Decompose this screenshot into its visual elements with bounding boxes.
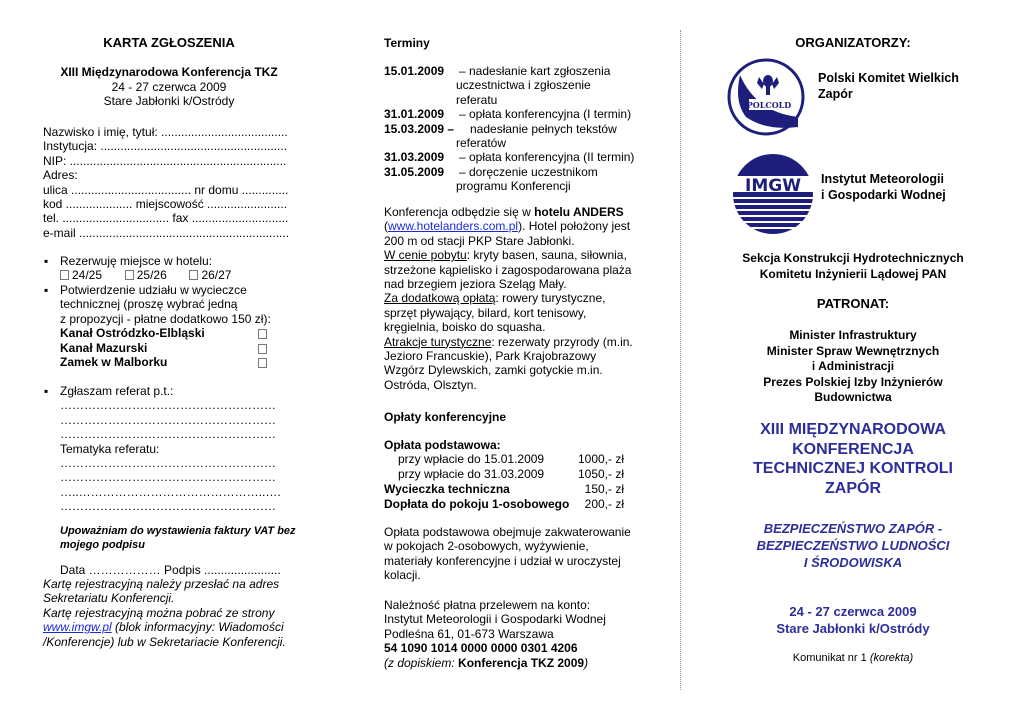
registration-form-column [40, 0, 298, 724]
fees-heading: Opłaty konferencyjne [384, 410, 507, 424]
organizer-1 [818, 70, 959, 102]
paper-declare-label: Zgłaszam referat p.t.: [60, 384, 174, 398]
topic-line-1[interactable]: ……………………………………………… [60, 456, 276, 471]
fee-value: 1000,- zł [577, 452, 624, 467]
conference-title-line: XIII MIĘDZYNARODOWA [760, 421, 946, 438]
polcold-logo [726, 57, 806, 137]
trip-confirmation [40, 283, 298, 369]
organizers-column [718, 0, 988, 724]
term-text: uczestnictwa i zgłoszenie [456, 78, 591, 93]
conference-dates-big: 24 - 27 czerwca 2009 [789, 604, 917, 619]
payment-line: Instytut Meteorologii i Gospodarki Wodnej [384, 612, 606, 627]
fees-table [384, 438, 646, 512]
send-note-line: Kartę rejestracyjną należy przesłać na adres [43, 577, 280, 591]
attractions-text: Wzgórz Dylewskich, zamki gotyckie m.in. [384, 363, 603, 378]
term-date: 15.03.2009 – [384, 121, 455, 136]
payment-note: (z dopiskiem: [384, 655, 459, 670]
form-fields [43, 125, 298, 240]
trip-confirm-line-2: technicznej (proszę wybrać jedną [60, 297, 238, 312]
venue-text: ). Hotel położony jest [518, 219, 631, 234]
hotel-reservation [40, 254, 298, 283]
topic-line-2[interactable]: ……………………………………………… [60, 470, 276, 485]
payment-note: ) [584, 655, 589, 670]
payment-line: Podleśna 61, 01-673 Warszawa [384, 626, 554, 641]
paper-title-line-3[interactable]: ……………………………………………… [60, 427, 276, 442]
term-text: – opłata konferencyjna (II termin) [459, 150, 635, 165]
paper-title-line-1[interactable]: ……………………………………………… [60, 398, 276, 413]
hotel-link[interactable]: www.hotelanders.com.pl [388, 219, 519, 234]
organizer-name-line: Zapór [818, 87, 853, 101]
fee-row [384, 482, 646, 497]
invoice-note-line: mojego podpisu [60, 539, 145, 551]
trip-confirm-line-1: Potwierdzenie udziału w wycieczce [60, 283, 247, 297]
checkbox-icon[interactable] [60, 270, 69, 280]
hotel-date-2: 25/26 [136, 268, 167, 283]
invoice-note [60, 524, 300, 552]
organizer-name-line: Polski Komitet Wielkich [818, 71, 959, 85]
term-text: referatu [456, 92, 498, 107]
communique-label: Komunikat nr 1 [792, 652, 870, 664]
trip-option-label: Zamek w Malborku [60, 355, 168, 370]
bullet-icon: ▪ [44, 384, 49, 398]
conference-title-line: KONFERENCJA [792, 440, 914, 458]
term-text: nadesłanie pełnych tekstów [470, 121, 617, 136]
terms-heading: Terminy [384, 36, 430, 50]
term-text: – opłata konferencyjna (I termin) [459, 107, 632, 122]
term-row [384, 150, 646, 164]
trip-option-label: Kanał Mazurski [60, 340, 148, 355]
checkbox-icon[interactable] [258, 344, 267, 354]
polcold-emblem-icon [726, 57, 806, 137]
conference-title-line: TECHNICZNEJ KONTROLI [753, 460, 953, 477]
extra-text: kręgielnia, boisko do squasha. [384, 320, 546, 335]
form-field-email[interactable]: e-mail ............................................................... [43, 225, 290, 240]
date-signature-field[interactable]: Data ……………… Podpis ....................... [60, 563, 281, 577]
fee-value: 150,- zł [584, 482, 624, 497]
checkbox-icon[interactable] [125, 270, 134, 280]
term-date: 31.05.2009 [384, 164, 445, 179]
topics-label: Tematyka referatu: [60, 441, 160, 456]
term-text: – doręczenie uczestnikom [459, 164, 598, 179]
term-row [384, 122, 646, 136]
attractions-label: Atrakcje turystyczne [384, 334, 492, 349]
attractions-text: Jezioro Francuskie), Park Krajobrazowy [384, 349, 597, 364]
price-text: nad brzegiem jeziora Szeląg Mały. [384, 277, 567, 292]
hotel-date-options [40, 268, 298, 282]
form-field-nip[interactable]: NIP: ................................................................. [43, 153, 287, 168]
price-label: W cenie pobytu [384, 248, 467, 263]
topic-line-3[interactable]: …..………………………………………..…. [60, 484, 281, 499]
fee-note-line: materiały konferencyjne i udział w uroczystej [384, 553, 621, 568]
download-note-rest: (blok informacyjny: Wiadomości [111, 620, 284, 635]
trip-confirm-line-3: z propozycji - płatne dodatkowo 150 zł): [60, 311, 271, 326]
fee-note-line: Opłata podstawowa obejmuje zakwaterowanie [384, 525, 631, 539]
send-note-line: Sekretariatu Konferencji. [43, 591, 175, 606]
conference-title-line: ZAPÓR [825, 479, 881, 497]
organizer-2 [821, 171, 946, 203]
fee-row [384, 467, 646, 482]
term-row [384, 78, 646, 92]
fee-label: Wycieczka techniczna [384, 482, 510, 497]
send-instructions [43, 577, 301, 649]
form-field-address-label: Adres: [43, 168, 78, 183]
topic-line-4[interactable]: ……………………………………………… [60, 499, 276, 514]
motto-line: I ŚRODOWISKA [803, 555, 903, 570]
bullet-icon: ▪ [44, 254, 49, 268]
trip-option-3 [40, 355, 298, 369]
imgw-logo [728, 150, 816, 240]
organizers-heading: ORGANIZATORZY: [795, 35, 911, 50]
patron-line: Minister Infrastruktury [789, 328, 917, 342]
payment-line: Należność płatna przelewem na konto: [384, 598, 591, 612]
term-row [384, 179, 646, 193]
fold-divider [680, 30, 681, 690]
venue-hotel: hotelu ANDERS [534, 205, 624, 219]
attractions-text: : rezerwaty przyrody (m.in. [491, 334, 633, 349]
venue-text: Konferencja odbędzie się w [384, 205, 535, 219]
correction-label: (korekta) [869, 652, 914, 664]
term-date: 31.03.2009 [384, 150, 445, 165]
bank-account: 54 1090 1014 0000 0000 0301 4206 [384, 641, 578, 656]
fee-label: przy wpłacie do 31.03.2009 [398, 467, 545, 482]
paper-title-line-2[interactable]: ……………………………………………… [60, 412, 276, 427]
organizer-name-line: i Gospodarki Wodnej [821, 188, 946, 202]
polcold-text: POLCOLD [746, 100, 792, 110]
fee-note-line: kolacji. [384, 568, 421, 583]
term-row [384, 64, 646, 78]
patronage-heading: PATRONAT: [816, 296, 890, 311]
fee-value: 200,- zł [584, 497, 624, 512]
fee-label: Dopłata do pokoju 1-osobowego [384, 497, 570, 512]
section-line: Sekcja Konstrukcji Hydrotechnicznych [742, 251, 964, 265]
term-text: referatów [456, 136, 507, 151]
trip-option-1 [40, 326, 298, 340]
motto-line: BEZPIECZEŃSTWO ZAPÓR - [763, 521, 943, 536]
form-field-name[interactable]: Nazwisko i imię, tytuł: ...................................... [43, 125, 288, 139]
term-row [384, 136, 646, 150]
invoice-note-line: Upoważniam do wystawienia faktury VAT bez [60, 525, 296, 537]
extra-text: sprzęt pływający, bilard, kort tenisowy, [384, 305, 587, 320]
venue-info: Konferencja odbędzie się w hotelu ANDERS (www.hotelanders.com.pl). Hotel położony jest 200 m od stacji PKP Stare Jabłonki. W cenie pobytu: kryty basen, sauna, siłownia, strzeżone kąpielisko i zagospodarowana plaża nad brzegiem jeziora Szeląg Mały. Za dodatkową opłatą: rowery turystyczne, sprzęt pływający, bilard, kort tenisowy, kręgielnia, boisko do squasha. Atrakcje turystyczne: rezerwaty przyrody (m.in. Jezioro Francuskie), Park Krajobrazowy Wzgórz Dylewskich, zamki gotyckie m.in. Ostróda, Olsztyn. [384, 205, 646, 392]
imgw-link[interactable]: www.imgw.pl [43, 620, 112, 635]
fee-row [384, 452, 646, 467]
extra-label: Za dodatkową opłatą [384, 291, 496, 306]
bullet-icon: ▪ [44, 283, 49, 297]
form-field-institution[interactable]: Instytucja: ........................................................ [43, 139, 288, 154]
extra-text: : rowery turystyczne, [495, 291, 606, 306]
patrons-list [718, 328, 988, 406]
trip-option-label: Kanał Ostródzko-Elbląski [60, 326, 205, 341]
conference-title: XIII Międzynarodowa Konferencja TKZ [60, 65, 278, 79]
base-fee-label: Opłata podstawowa: [384, 438, 501, 452]
terms-list [384, 64, 646, 194]
conference-dates: 24 - 27 czerwca 2009 [111, 80, 227, 94]
price-text: : kryty basen, sauna, siłownia, [466, 248, 627, 263]
checkbox-icon[interactable] [258, 358, 267, 368]
conference-place: Stare Jabłonki k/Ostródy [103, 94, 235, 108]
download-note-line: /Konferencje) lub w Sekretariacie Konferencji. [43, 634, 286, 649]
form-field-street[interactable]: ulica .................................... nr domu .............. [43, 182, 289, 197]
motto-line: BEZPIECZEŃSTWO LUDNOŚCI [756, 538, 950, 553]
form-field-phone-fax[interactable]: tel. ................................ fax ............................. [43, 211, 289, 226]
term-row [384, 93, 646, 107]
conference-place-big: Stare Jabłonki k/Ostródy [776, 621, 930, 636]
download-note-line: Kartę rejestracyjną można pobrać ze strony [43, 605, 275, 620]
attractions-text: Ostróda, Olsztyn. [384, 377, 477, 392]
imgw-text: IMGW [745, 176, 801, 196]
fee-row [384, 497, 646, 512]
term-date: 15.01.2009 [384, 64, 445, 78]
venue-text: 200 m od stacji PKP Stare Jabłonki. [384, 233, 575, 248]
section-line: Komitetu Inżynierii Lądowej PAN [759, 267, 947, 281]
form-heading: KARTA ZGŁOSZENIA [103, 35, 235, 50]
fee-label: przy wpłacie do 15.01.2009 [398, 452, 545, 467]
trip-option-2 [40, 341, 298, 355]
fee-note [384, 525, 646, 583]
payment-info [384, 598, 646, 670]
conference-when-where [718, 603, 988, 637]
patron-line: Minister Spraw Wewnętrznych [766, 343, 940, 358]
checkbox-icon[interactable] [258, 329, 267, 339]
price-text: strzeżone kąpielisko i zagospodarowana plaża [384, 262, 632, 277]
hotel-date-3: 26/27 [201, 268, 232, 283]
fee-value: 1050,- zł [577, 467, 624, 482]
patron-line: Prezes Polskiej Izby Inżynierów [763, 374, 943, 389]
fee-note-line: w pokojach 2-osobowych, wyżywienie, [384, 539, 589, 554]
term-row [384, 165, 646, 179]
hotel-date-1: 24/25 [72, 268, 103, 283]
term-row [384, 107, 646, 121]
info-column [384, 0, 646, 724]
conference-big-title [718, 420, 988, 498]
payment-note-title: Konferencja TKZ 2009 [458, 655, 585, 670]
conference-motto [718, 520, 988, 571]
imgw-emblem-icon [728, 150, 816, 240]
hotel-reservation-label: Rezerwuję miejsce w hotelu: [60, 254, 213, 268]
communique [718, 651, 988, 665]
term-date: 31.01.2009 [384, 107, 445, 122]
term-text: – nadesłanie kart zgłoszenia [459, 64, 611, 78]
checkbox-icon[interactable] [189, 270, 198, 280]
patron-line: Budownictwa [814, 390, 892, 404]
organizer-name-line: Instytut Meteorologii [821, 172, 944, 186]
patron-line: i Administracji [811, 359, 895, 373]
term-text: programu Konferencji [456, 179, 571, 194]
section-info [718, 250, 988, 282]
paper-declaration [40, 384, 298, 514]
form-field-postcode-city[interactable]: kod .................... miejscowość ........................ [43, 197, 288, 212]
